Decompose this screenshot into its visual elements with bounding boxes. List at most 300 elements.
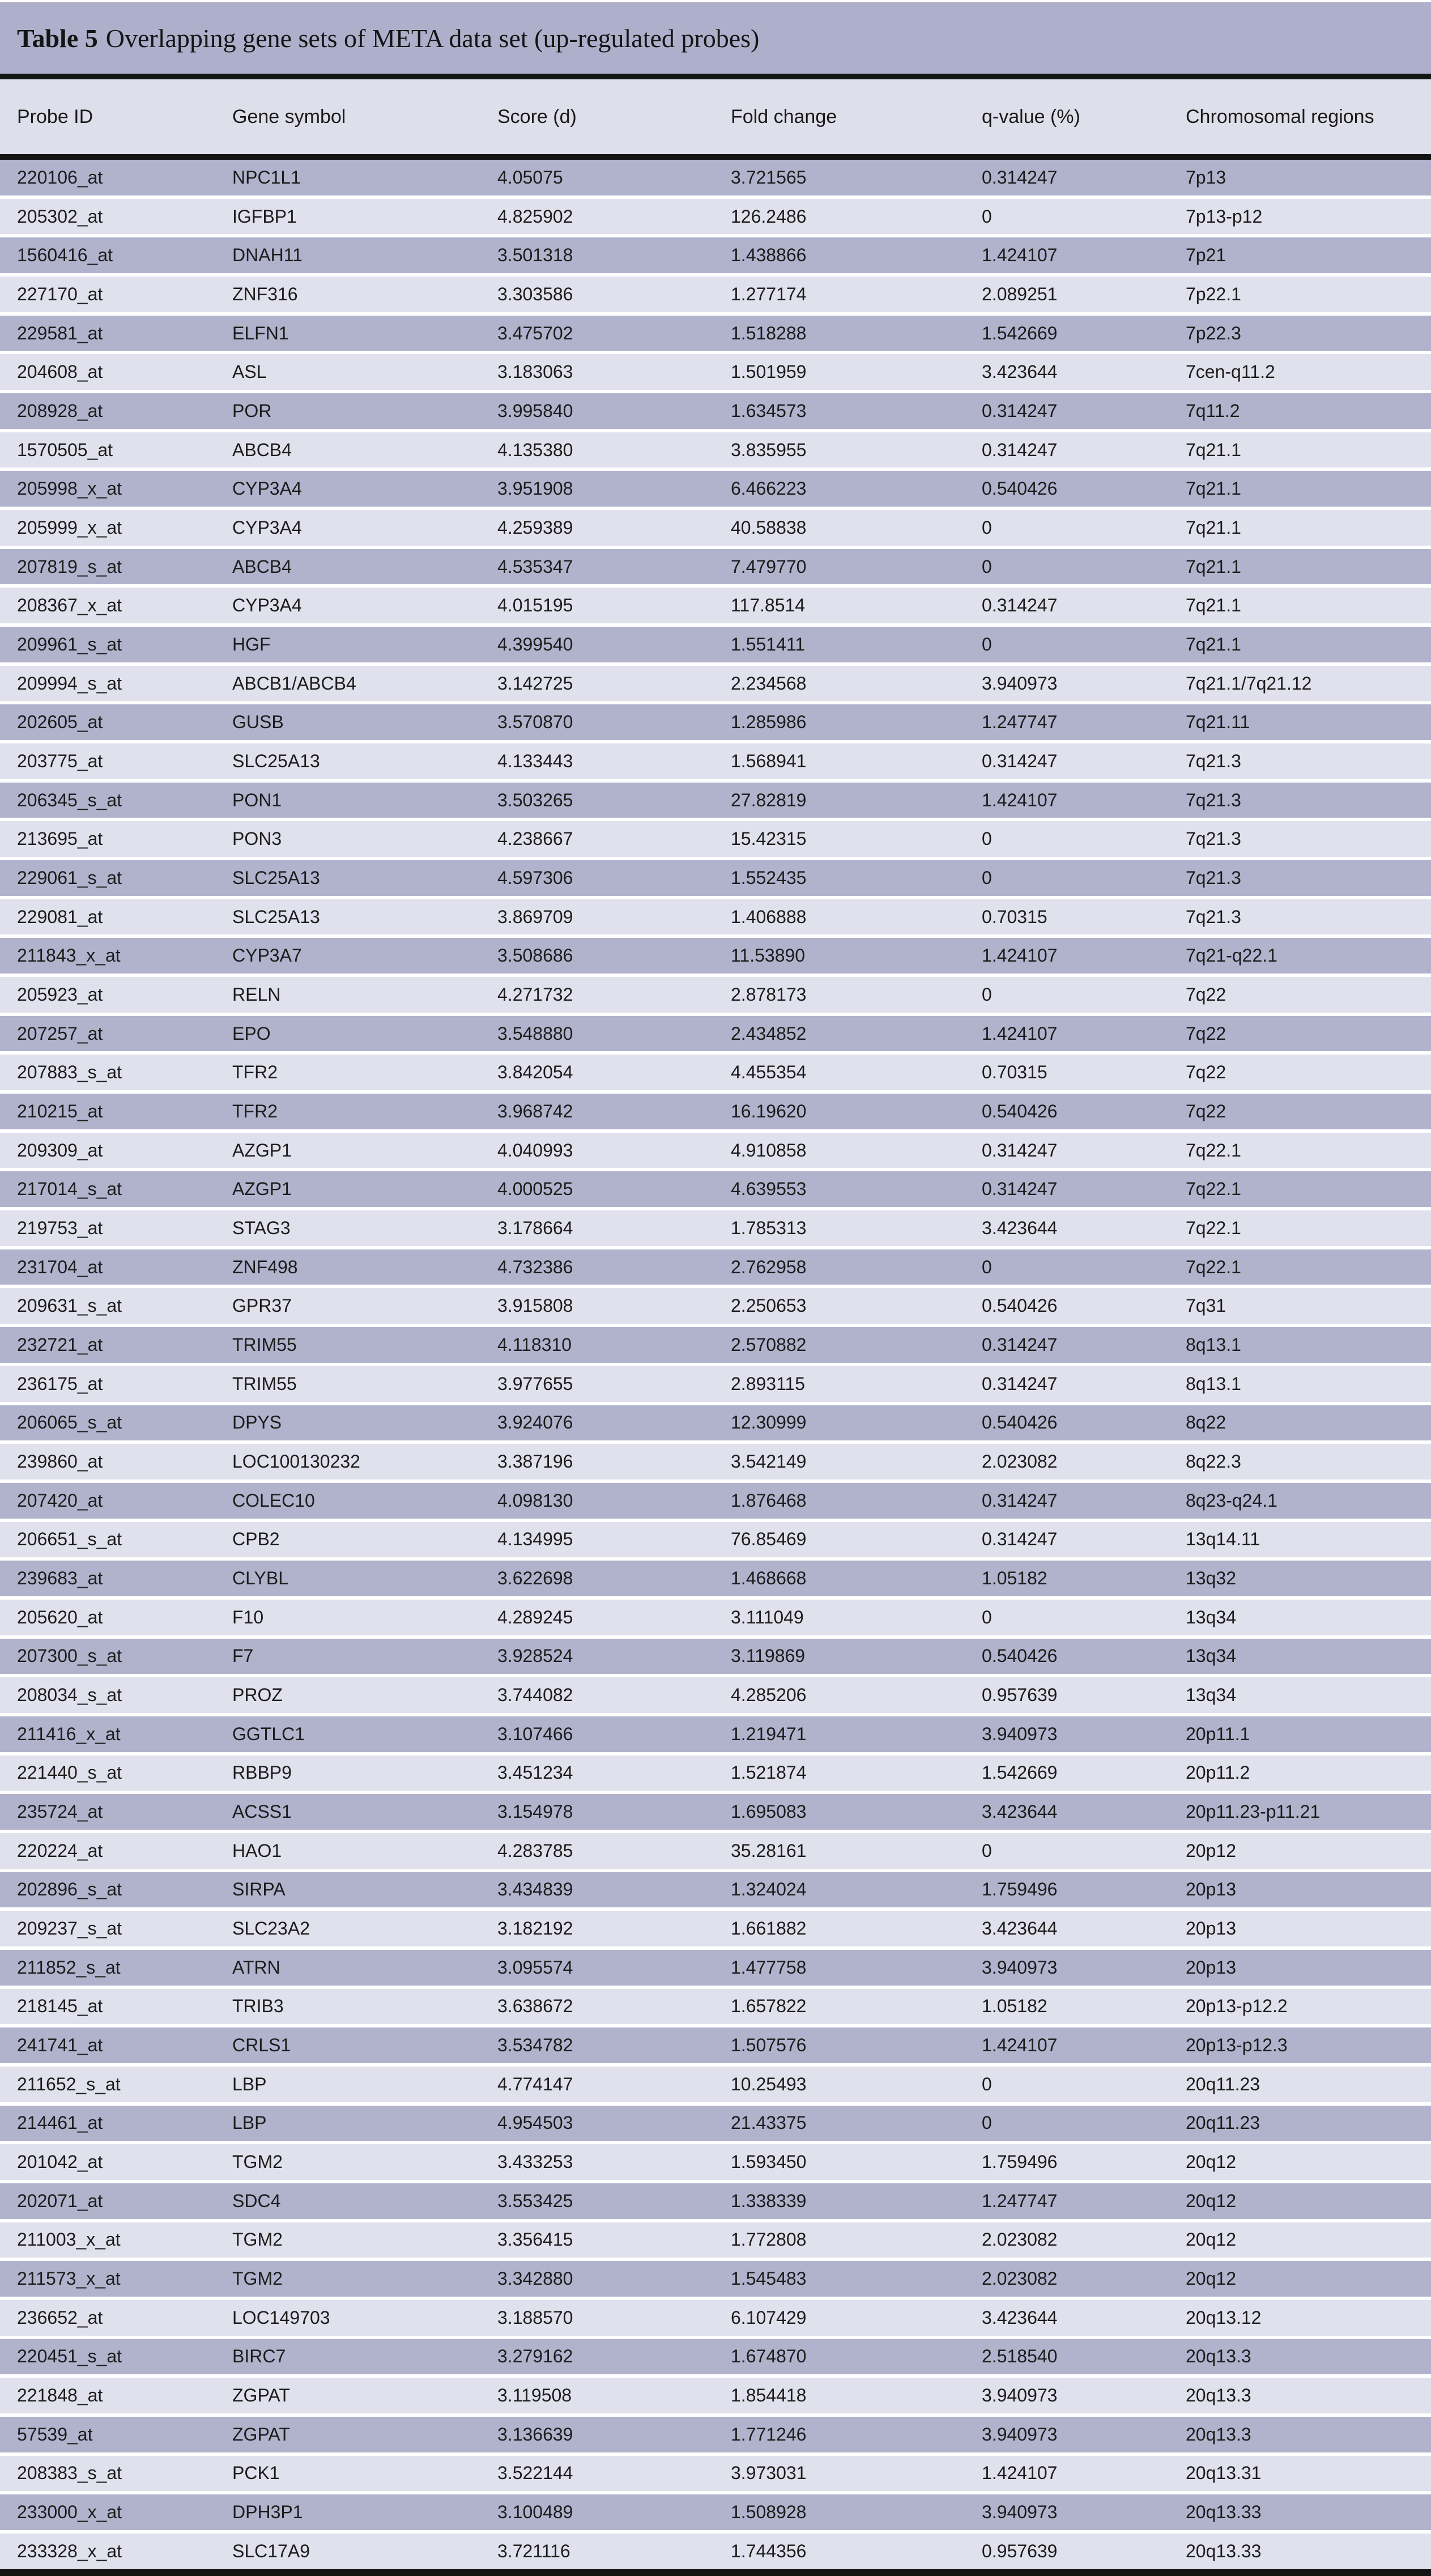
cell-fold-change: 3.973031 bbox=[731, 2463, 807, 2484]
cell-q-value: 0.540426 bbox=[982, 478, 1058, 499]
cell-chromosomal-regions: 7p13-p12 bbox=[1186, 206, 1263, 227]
cell-probe-id: 229081_at bbox=[17, 906, 103, 927]
cell-q-value: 1.05182 bbox=[982, 1996, 1047, 2017]
cell-fold-change: 3.835955 bbox=[731, 439, 807, 460]
cell-fold-change: 1.695083 bbox=[731, 1801, 807, 1822]
cell-fold-change: 1.406888 bbox=[731, 906, 807, 927]
cell-gene-symbol: PROZ bbox=[232, 1685, 283, 1706]
cell-gene-symbol: TGM2 bbox=[232, 2152, 283, 2173]
table-row bbox=[0, 549, 1431, 585]
cell-q-value: 1.542669 bbox=[982, 322, 1058, 343]
cell-fold-change: 15.42315 bbox=[731, 828, 807, 849]
table-row bbox=[0, 860, 1431, 896]
cell-score: 3.570870 bbox=[497, 712, 573, 733]
cell-probe-id: 229581_at bbox=[17, 322, 103, 343]
cell-probe-id: 209237_s_at bbox=[17, 1918, 122, 1939]
cell-fold-change: 1.468668 bbox=[731, 1568, 807, 1589]
cell-gene-symbol: CPB2 bbox=[232, 1529, 280, 1550]
cell-q-value: 0 bbox=[982, 1840, 992, 1861]
cell-probe-id: 206065_s_at bbox=[17, 1412, 122, 1433]
table-row bbox=[0, 2300, 1431, 2336]
cell-probe-id: 208034_s_at bbox=[17, 1685, 122, 1706]
cell-q-value: 0.314247 bbox=[982, 750, 1058, 771]
cell-score: 4.289245 bbox=[497, 1606, 573, 1627]
cell-score: 3.977655 bbox=[497, 1373, 573, 1394]
cell-chromosomal-regions: 7q22.1 bbox=[1186, 1256, 1241, 1277]
cell-score: 3.501318 bbox=[497, 245, 573, 266]
cell-gene-symbol: STAG3 bbox=[232, 1217, 291, 1238]
cell-probe-id: 202605_at bbox=[17, 712, 103, 733]
cell-chromosomal-regions: 20q13.31 bbox=[1186, 2463, 1262, 2484]
cell-score: 3.154978 bbox=[497, 1801, 573, 1822]
table-row bbox=[0, 354, 1431, 390]
cell-probe-id: 1560416_at bbox=[17, 245, 113, 266]
cell-gene-symbol: SLC25A13 bbox=[232, 867, 320, 888]
cell-fold-change: 7.479770 bbox=[731, 556, 807, 577]
cell-chromosomal-regions: 7q21.3 bbox=[1186, 906, 1241, 927]
cell-q-value: 3.423644 bbox=[982, 362, 1058, 382]
cell-q-value: 0.70315 bbox=[982, 906, 1047, 927]
cell-gene-symbol: ATRN bbox=[232, 1957, 280, 1978]
table-rows bbox=[0, 160, 1431, 2569]
cell-q-value: 1.05182 bbox=[982, 1568, 1047, 1589]
cell-score: 3.968742 bbox=[497, 1100, 573, 1121]
cell-score: 4.133443 bbox=[497, 750, 573, 771]
cell-chromosomal-regions: 20p12 bbox=[1186, 1840, 1236, 1861]
cell-fold-change: 1.219471 bbox=[731, 1723, 807, 1744]
cell-fold-change: 2.878173 bbox=[731, 984, 807, 1005]
cell-gene-symbol: SIRPA bbox=[232, 1879, 286, 1900]
cell-fold-change: 4.639553 bbox=[731, 1179, 807, 1200]
cell-q-value: 3.423644 bbox=[982, 2307, 1058, 2328]
cell-gene-symbol: RELN bbox=[232, 984, 281, 1005]
cell-chromosomal-regions: 20q12 bbox=[1186, 2268, 1236, 2289]
cell-q-value: 0 bbox=[982, 206, 992, 227]
cell-gene-symbol: SDC4 bbox=[232, 2190, 281, 2211]
cell-chromosomal-regions: 20p11.2 bbox=[1186, 1762, 1250, 1783]
cell-fold-change: 1.324024 bbox=[731, 1879, 807, 1900]
column-header-q-value: q-value (%) bbox=[982, 105, 1080, 127]
cell-fold-change: 1.545483 bbox=[731, 2268, 807, 2289]
cell-gene-symbol: GGTLC1 bbox=[232, 1723, 305, 1744]
cell-probe-id: 231704_at bbox=[17, 1256, 103, 1277]
cell-score: 3.995840 bbox=[497, 400, 573, 421]
cell-probe-id: 205999_x_at bbox=[17, 517, 122, 538]
cell-chromosomal-regions: 7q22 bbox=[1186, 984, 1226, 1005]
cell-gene-symbol: NPC1L1 bbox=[232, 167, 301, 188]
table-row bbox=[0, 627, 1431, 662]
table-row bbox=[0, 2417, 1431, 2452]
cell-fold-change: 1.568941 bbox=[731, 750, 807, 771]
cell-fold-change: 1.285986 bbox=[731, 712, 807, 733]
table-row bbox=[0, 1249, 1431, 1285]
cell-score: 4.399540 bbox=[497, 634, 573, 654]
cell-q-value: 3.940973 bbox=[982, 673, 1058, 694]
table-row bbox=[0, 2183, 1431, 2219]
cell-fold-change: 6.107429 bbox=[731, 2307, 807, 2328]
cell-gene-symbol: LOC149703 bbox=[232, 2307, 330, 2328]
cell-gene-symbol: TGM2 bbox=[232, 2268, 283, 2289]
table-row bbox=[0, 2339, 1431, 2375]
cell-score: 4.271732 bbox=[497, 984, 573, 1005]
cell-score: 3.924076 bbox=[497, 1412, 573, 1433]
cell-gene-symbol: F7 bbox=[232, 1646, 254, 1667]
table-header-row bbox=[0, 79, 1431, 154]
cell-gene-symbol: IGFBP1 bbox=[232, 206, 297, 227]
table-row bbox=[0, 1794, 1431, 1830]
cell-q-value: 2.023082 bbox=[982, 1451, 1058, 1472]
cell-score: 3.451234 bbox=[497, 1762, 573, 1783]
cell-score: 3.842054 bbox=[497, 1062, 573, 1083]
cell-chromosomal-regions: 20q13.33 bbox=[1186, 2540, 1262, 2561]
cell-chromosomal-regions: 13q34 bbox=[1186, 1646, 1236, 1667]
cell-chromosomal-regions: 7q21.1 bbox=[1186, 595, 1241, 616]
cell-gene-symbol: CYP3A4 bbox=[232, 478, 302, 499]
cell-probe-id: 202896_s_at bbox=[17, 1879, 122, 1900]
cell-probe-id: 241741_at bbox=[17, 2035, 103, 2056]
cell-probe-id: 202071_at bbox=[17, 2190, 103, 2211]
cell-fold-change: 6.466223 bbox=[731, 478, 807, 499]
cell-chromosomal-regions: 7q21.1 bbox=[1186, 634, 1241, 654]
cell-probe-id: 233000_x_at bbox=[17, 2502, 122, 2523]
cell-score: 4.535347 bbox=[497, 556, 573, 577]
cell-fold-change: 1.552435 bbox=[731, 867, 807, 888]
cell-gene-symbol: ZGPAT bbox=[232, 2424, 290, 2445]
table-row bbox=[0, 783, 1431, 818]
cell-score: 4.825902 bbox=[497, 206, 573, 227]
cell-score: 3.178664 bbox=[497, 1217, 573, 1238]
cell-score: 3.119508 bbox=[497, 2385, 572, 2406]
cell-chromosomal-regions: 7p22.3 bbox=[1186, 322, 1241, 343]
cell-fold-change: 126.2486 bbox=[731, 206, 807, 227]
cell-probe-id: 208383_s_at bbox=[17, 2463, 122, 2484]
cell-gene-symbol: ACSS1 bbox=[232, 1801, 292, 1822]
cell-gene-symbol: TFR2 bbox=[232, 1100, 278, 1121]
table-row bbox=[0, 743, 1431, 779]
cell-probe-id: 207300_s_at bbox=[17, 1646, 122, 1667]
cell-q-value: 0.540426 bbox=[982, 1100, 1058, 1121]
table-row bbox=[0, 510, 1431, 546]
cell-score: 4.098130 bbox=[497, 1490, 573, 1511]
cell-fold-change: 16.19620 bbox=[731, 1100, 807, 1121]
cell-fold-change: 117.8514 bbox=[731, 595, 806, 616]
cell-score: 4.134995 bbox=[497, 1529, 573, 1550]
cell-probe-id: 207883_s_at bbox=[17, 1062, 122, 1083]
table-row bbox=[0, 977, 1431, 1013]
cell-chromosomal-regions: 7q21.11 bbox=[1186, 712, 1250, 733]
cell-score: 3.638672 bbox=[497, 1996, 573, 2017]
cell-gene-symbol: LOC100130232 bbox=[232, 1451, 360, 1472]
cell-gene-symbol: CLYBL bbox=[232, 1568, 289, 1589]
cell-score: 4.238667 bbox=[497, 828, 573, 849]
cell-gene-symbol: DNAH11 bbox=[232, 245, 303, 266]
table-row bbox=[0, 1133, 1431, 1168]
cell-q-value: 0 bbox=[982, 2073, 992, 2094]
cell-fold-change: 4.455354 bbox=[731, 1062, 807, 1083]
cell-fold-change: 1.744356 bbox=[731, 2540, 807, 2561]
cell-score: 3.475702 bbox=[497, 322, 573, 343]
cell-chromosomal-regions: 20p13 bbox=[1186, 1879, 1236, 1900]
cell-score: 3.136639 bbox=[497, 2424, 573, 2445]
table-row bbox=[0, 1950, 1431, 1986]
table-row bbox=[0, 1522, 1431, 1558]
cell-gene-symbol: TGM2 bbox=[232, 2229, 283, 2250]
cell-score: 3.915808 bbox=[497, 1295, 573, 1316]
horizontal-rule-header bbox=[0, 154, 1431, 160]
cell-q-value: 0.314247 bbox=[982, 1140, 1058, 1161]
table-row bbox=[0, 1755, 1431, 1791]
cell-fold-change: 3.721565 bbox=[731, 167, 807, 188]
cell-chromosomal-regions: 7q21.3 bbox=[1186, 867, 1241, 888]
cell-probe-id: 214461_at bbox=[17, 2112, 103, 2133]
cell-q-value: 1.424107 bbox=[982, 1023, 1058, 1044]
cell-score: 4.774147 bbox=[497, 2073, 573, 2094]
table-row bbox=[0, 277, 1431, 312]
cell-q-value: 2.023082 bbox=[982, 2268, 1058, 2289]
table-row bbox=[0, 2222, 1431, 2258]
cell-probe-id: 205923_at bbox=[17, 984, 103, 1005]
cell-chromosomal-regions: 20q13.12 bbox=[1186, 2307, 1262, 2328]
cell-chromosomal-regions: 7q22 bbox=[1186, 1100, 1226, 1121]
table-row bbox=[0, 899, 1431, 935]
cell-score: 3.279162 bbox=[497, 2346, 573, 2367]
cell-score: 3.548880 bbox=[497, 1023, 573, 1044]
table-row bbox=[0, 1055, 1431, 1090]
cell-probe-id: 236175_at bbox=[17, 1373, 103, 1394]
cell-probe-id: 235724_at bbox=[17, 1801, 103, 1822]
cell-probe-id: 207257_at bbox=[17, 1023, 103, 1044]
cell-gene-symbol: SLC25A13 bbox=[232, 906, 320, 927]
cell-chromosomal-regions: 7q21.1 bbox=[1186, 556, 1241, 577]
cell-gene-symbol: PCK1 bbox=[232, 2463, 280, 2484]
cell-gene-symbol: ABCB4 bbox=[232, 439, 292, 460]
table-row bbox=[0, 199, 1431, 235]
cell-q-value: 3.423644 bbox=[982, 1217, 1058, 1238]
table-row bbox=[0, 2456, 1431, 2492]
cell-chromosomal-regions: 20q12 bbox=[1186, 2229, 1236, 2250]
cell-probe-id: 209994_s_at bbox=[17, 673, 122, 694]
cell-gene-symbol: EPO bbox=[232, 1023, 271, 1044]
cell-q-value: 0.314247 bbox=[982, 400, 1058, 421]
cell-probe-id: 210215_at bbox=[17, 1100, 103, 1121]
table-title-label: Table 5 bbox=[17, 23, 98, 53]
cell-chromosomal-regions: 13q14.11 bbox=[1186, 1529, 1260, 1550]
cell-fold-change: 1.277174 bbox=[731, 283, 807, 304]
cell-gene-symbol: SLC25A13 bbox=[232, 750, 320, 771]
table-row bbox=[0, 2106, 1431, 2141]
table-row bbox=[0, 1288, 1431, 1324]
cell-probe-id: 213695_at bbox=[17, 828, 103, 849]
cell-q-value: 0.314247 bbox=[982, 1334, 1058, 1355]
cell-gene-symbol: GPR37 bbox=[232, 1295, 292, 1316]
cell-gene-symbol: POR bbox=[232, 400, 272, 421]
cell-fold-change: 12.30999 bbox=[731, 1412, 807, 1433]
cell-gene-symbol: AZGP1 bbox=[232, 1179, 292, 1200]
cell-q-value: 3.940973 bbox=[982, 1957, 1058, 1978]
cell-gene-symbol: TRIM55 bbox=[232, 1373, 297, 1394]
cell-q-value: 0.957639 bbox=[982, 2540, 1058, 2561]
cell-chromosomal-regions: 20p11.23-p11.21 bbox=[1186, 1801, 1321, 1822]
cell-chromosomal-regions: 7q21-q22.1 bbox=[1186, 945, 1277, 966]
cell-score: 4.118310 bbox=[497, 1334, 572, 1355]
cell-gene-symbol: SLC17A9 bbox=[232, 2540, 310, 2561]
cell-score: 3.107466 bbox=[497, 1723, 573, 1744]
cell-gene-symbol: BIRC7 bbox=[232, 2346, 286, 2367]
table-row bbox=[0, 1600, 1431, 1635]
cell-score: 3.869709 bbox=[497, 906, 573, 927]
cell-chromosomal-regions: 7q22.1 bbox=[1186, 1140, 1241, 1161]
cell-score: 3.142725 bbox=[497, 673, 573, 694]
column-header-fold-change: Fold change bbox=[731, 105, 837, 127]
table-row bbox=[0, 160, 1431, 195]
cell-fold-change: 40.58838 bbox=[731, 517, 807, 538]
cell-probe-id: 211843_x_at bbox=[17, 945, 121, 966]
cell-probe-id: 208928_at bbox=[17, 400, 103, 421]
cell-score: 4.040993 bbox=[497, 1140, 573, 1161]
cell-gene-symbol: PON1 bbox=[232, 789, 282, 810]
cell-fold-change: 2.762958 bbox=[731, 1256, 807, 1277]
table-title-text: Overlapping gene sets of META data set (up-regulated probes) bbox=[105, 23, 760, 53]
cell-q-value: 1.542669 bbox=[982, 1762, 1058, 1783]
cell-score: 3.342880 bbox=[497, 2268, 573, 2289]
cell-fold-change: 1.854418 bbox=[731, 2385, 807, 2406]
cell-gene-symbol: ABCB4 bbox=[232, 556, 292, 577]
table-row bbox=[0, 1327, 1431, 1363]
cell-q-value: 0 bbox=[982, 556, 992, 577]
cell-q-value: 2.518540 bbox=[982, 2346, 1058, 2367]
table-row bbox=[0, 1989, 1431, 2025]
cell-q-value: 1.247747 bbox=[982, 712, 1058, 733]
table-row bbox=[0, 1833, 1431, 1869]
cell-fold-change: 1.338339 bbox=[731, 2190, 807, 2211]
cell-gene-symbol: ZNF316 bbox=[232, 283, 298, 304]
cell-probe-id: 209309_at bbox=[17, 1140, 103, 1161]
cell-fold-change: 1.876468 bbox=[731, 1490, 807, 1511]
table-row bbox=[0, 1677, 1431, 1713]
cell-chromosomal-regions: 7cen-q11.2 bbox=[1186, 362, 1275, 382]
cell-chromosomal-regions: 7q21.3 bbox=[1186, 828, 1241, 849]
cell-fold-change: 1.508928 bbox=[731, 2502, 807, 2523]
table-row bbox=[0, 1405, 1431, 1441]
cell-q-value: 2.023082 bbox=[982, 2229, 1058, 2250]
cell-probe-id: 220451_s_at bbox=[17, 2346, 122, 2367]
cell-chromosomal-regions: 7q31 bbox=[1186, 1295, 1226, 1316]
cell-probe-id: 205620_at bbox=[17, 1606, 103, 1627]
cell-fold-change: 2.234568 bbox=[731, 673, 807, 694]
cell-fold-change: 1.674870 bbox=[731, 2346, 807, 2367]
table-row bbox=[0, 2144, 1431, 2180]
cell-chromosomal-regions: 8q23-q24.1 bbox=[1186, 1490, 1277, 1511]
cell-chromosomal-regions: 7q21.3 bbox=[1186, 750, 1241, 771]
cell-q-value: 0.314247 bbox=[982, 595, 1058, 616]
cell-chromosomal-regions: 20p13 bbox=[1186, 1957, 1236, 1978]
cell-chromosomal-regions: 7q22 bbox=[1186, 1023, 1226, 1044]
cell-probe-id: 219753_at bbox=[17, 1217, 103, 1238]
cell-gene-symbol: CYP3A4 bbox=[232, 595, 302, 616]
cell-chromosomal-regions: 7q21.3 bbox=[1186, 789, 1241, 810]
cell-gene-symbol: SLC23A2 bbox=[232, 1918, 310, 1939]
cell-gene-symbol: ZNF498 bbox=[232, 1256, 298, 1277]
table-row bbox=[0, 1716, 1431, 1752]
cell-probe-id: 236652_at bbox=[17, 2307, 103, 2328]
cell-q-value: 0.314247 bbox=[982, 1179, 1058, 1200]
cell-fold-change: 11.53890 bbox=[731, 945, 806, 966]
cell-score: 3.188570 bbox=[497, 2307, 573, 2328]
cell-chromosomal-regions: 20p13-p12.3 bbox=[1186, 2035, 1288, 2056]
cell-chromosomal-regions: 13q34 bbox=[1186, 1685, 1236, 1706]
cell-chromosomal-regions: 7q21.1/7q21.12 bbox=[1186, 673, 1312, 694]
cell-score: 3.434839 bbox=[497, 1879, 573, 1900]
cell-q-value: 0.314247 bbox=[982, 439, 1058, 460]
table-row bbox=[0, 938, 1431, 974]
cell-score: 3.183063 bbox=[497, 362, 573, 382]
cell-q-value: 3.940973 bbox=[982, 2385, 1058, 2406]
cell-gene-symbol: DPYS bbox=[232, 1412, 282, 1433]
cell-score: 4.135380 bbox=[497, 439, 573, 460]
cell-probe-id: 208367_x_at bbox=[17, 595, 122, 616]
cell-q-value: 0.540426 bbox=[982, 1646, 1058, 1667]
cell-gene-symbol: TRIM55 bbox=[232, 1334, 297, 1355]
cell-chromosomal-regions: 8q22.3 bbox=[1186, 1451, 1241, 1472]
cell-probe-id: 207819_s_at bbox=[17, 556, 122, 577]
cell-q-value: 1.424107 bbox=[982, 2463, 1058, 2484]
cell-fold-change: 3.111049 bbox=[731, 1606, 804, 1627]
cell-gene-symbol: HAO1 bbox=[232, 1840, 282, 1861]
cell-score: 3.095574 bbox=[497, 1957, 573, 1978]
cell-q-value: 2.089251 bbox=[982, 283, 1058, 304]
cell-chromosomal-regions: 20q13.33 bbox=[1186, 2502, 1262, 2523]
cell-probe-id: 207420_at bbox=[17, 1490, 103, 1511]
table-row bbox=[0, 1872, 1431, 1908]
cell-fold-change: 21.43375 bbox=[731, 2112, 807, 2133]
column-header-score: Score (d) bbox=[497, 105, 577, 127]
cell-chromosomal-regions: 20q12 bbox=[1186, 2190, 1236, 2211]
cell-q-value: 3.423644 bbox=[982, 1918, 1058, 1939]
cell-fold-change: 3.542149 bbox=[731, 1451, 807, 1472]
cell-fold-change: 1.657822 bbox=[731, 1996, 807, 2017]
table-row bbox=[0, 588, 1431, 623]
cell-chromosomal-regions: 8q13.1 bbox=[1186, 1373, 1241, 1394]
cell-fold-change: 27.82819 bbox=[731, 789, 807, 810]
table-row bbox=[0, 1911, 1431, 1946]
horizontal-rule-top bbox=[0, 74, 1431, 79]
cell-fold-change: 1.593450 bbox=[731, 2152, 807, 2173]
cell-gene-symbol: ZGPAT bbox=[232, 2385, 290, 2406]
cell-q-value: 0 bbox=[982, 1606, 992, 1627]
cell-gene-symbol: RBBP9 bbox=[232, 1762, 292, 1783]
cell-fold-change: 1.634573 bbox=[731, 400, 807, 421]
table-row bbox=[0, 2027, 1431, 2063]
cell-chromosomal-regions: 20p11.1 bbox=[1186, 1723, 1250, 1744]
cell-chromosomal-regions: 13q34 bbox=[1186, 1606, 1236, 1627]
table-row bbox=[0, 1561, 1431, 1596]
cell-q-value: 1.424107 bbox=[982, 945, 1058, 966]
cell-q-value: 0 bbox=[982, 1256, 992, 1277]
cell-fold-change: 1.772808 bbox=[731, 2229, 807, 2250]
cell-gene-symbol: ELFN1 bbox=[232, 322, 289, 343]
cell-gene-symbol: CYP3A7 bbox=[232, 945, 302, 966]
cell-fold-change: 1.518288 bbox=[731, 322, 807, 343]
cell-probe-id: 206345_s_at bbox=[17, 789, 122, 810]
cell-fold-change: 1.661882 bbox=[731, 1918, 807, 1939]
cell-chromosomal-regions: 20q13.3 bbox=[1186, 2346, 1251, 2367]
cell-gene-symbol: DPH3P1 bbox=[232, 2502, 303, 2523]
cell-score: 3.928524 bbox=[497, 1646, 573, 1667]
cell-chromosomal-regions: 7q22.1 bbox=[1186, 1217, 1241, 1238]
table-row bbox=[0, 393, 1431, 429]
cell-probe-id: 211003_x_at bbox=[17, 2229, 121, 2250]
cell-score: 4.283785 bbox=[497, 1840, 573, 1861]
